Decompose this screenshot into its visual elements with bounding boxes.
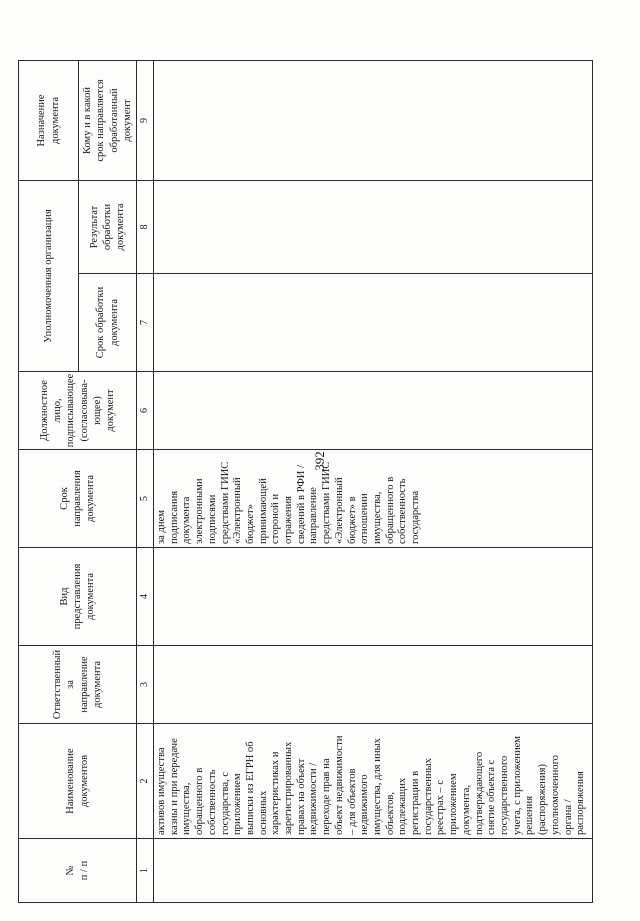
- header-responsible: Ответственный за направление документа: [19, 646, 137, 724]
- rotated-table-page: [18, 61, 593, 903]
- cell-presentation-form: [154, 548, 593, 646]
- table-row: [154, 61, 593, 903]
- cell-number: [154, 839, 593, 903]
- header-deadline: Срок направления документа: [19, 450, 137, 548]
- cell-processing-time: [154, 274, 593, 372]
- cell-processing-result: [154, 181, 593, 274]
- cell-responsible: [154, 646, 593, 724]
- header-document-name: Наименование документов: [19, 724, 137, 839]
- header-document-purpose: Назначение документа: [19, 61, 79, 181]
- header-processing-time: Срок обработки документа: [79, 274, 137, 372]
- header-presentation-form: Вид представления документа: [19, 548, 137, 646]
- column-number: 5: [137, 450, 154, 548]
- column-number: 8: [137, 181, 154, 274]
- column-number: 1: [137, 839, 154, 903]
- cell-official: [154, 372, 593, 450]
- cell-deadline: за днем подписания документа электронными подписями средствами ГИИС «Электронный бюджет» принимающей стороной и отражения сведений в РФИ / направление средствами ГИИС «Электронный бюджет» в отношении имущества, обращенного в собственность государства: [154, 450, 593, 548]
- header-official: Должностное лицо, подписывающее (согласовыва- ющее) документ: [19, 372, 137, 450]
- header-recipient: Кому и в какой срок направляется обработанный документ: [79, 61, 137, 181]
- header-processing-result: Результат обработки документа: [79, 181, 137, 274]
- cell-recipient: [154, 61, 593, 181]
- column-number: 2: [137, 724, 154, 839]
- header-authorized-organization: Уполномоченная организация: [19, 181, 79, 372]
- document-flow-table: [18, 60, 593, 903]
- column-number: 6: [137, 372, 154, 450]
- cell-document-name: активов имущества казны и при передаче имущества, обращенного в собственность государства, с приложением выписки из ЕГРН об основных характеристиках и зарегистрированных правах на объект недвижимости / переходе прав на объект недвижимости – для объектов недвижимого имущества, для иных объектов, подлежащих регистрации в государственных реестрах – с приложением документа, подтверждающего снятие объекта с государственного учета, с приложением решения (распоряжения) уполномоченного органа / распоряжения: [154, 724, 593, 839]
- column-number: 3: [137, 646, 154, 724]
- column-number: 7: [137, 274, 154, 372]
- column-number: 4: [137, 548, 154, 646]
- header-number: № п / п: [19, 839, 137, 903]
- column-number: 9: [137, 61, 154, 181]
- page-number: 392: [312, 451, 327, 471]
